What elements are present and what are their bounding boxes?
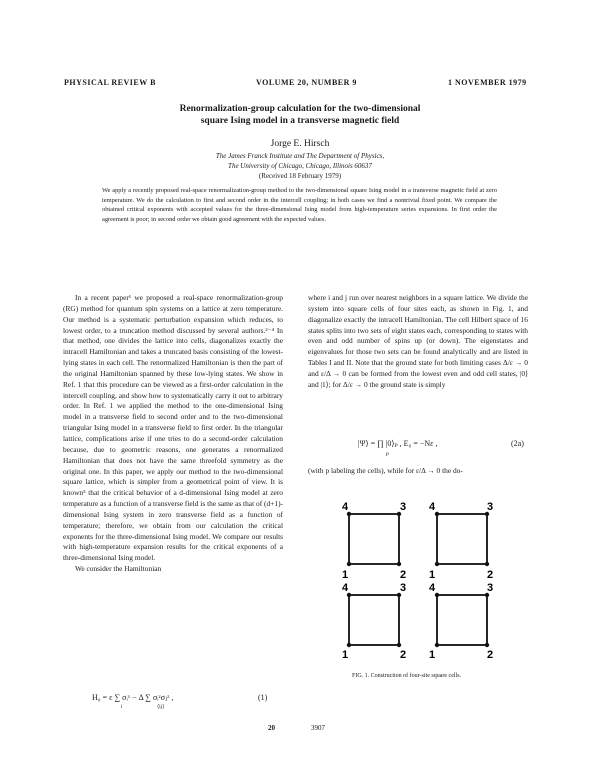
left-column [63,293,283,575]
site-label: 3 [487,501,494,513]
volume-number: VOLUME 20, NUMBER 9 [256,78,357,87]
site-label: 4 [342,582,349,594]
site-label: 4 [429,501,436,513]
left-paragraph-1: In a recent paper¹ we proposed a real-space renormalization-group (RG) method for quantum spin systems on a lattice at zero temperature. Our method is a systematic perturbation expansion which reduces, to lowest order, to a truncation method discussed by several authors.²⁻⁴ In that method, one divides the lattice into cells, diagonalizes exactly the intracell Hamiltonian and takes a truncated basis consisting of the lowest-lying states in each cell. The renormalized Hamiltonian is then the part of the original Hamiltonian spanned by these low-lying states. We show in Ref. 1 that this procedure can be viewed as a first-order calculation in the intercell coupling, and show how to systematically carry it out to arbitrary order. In Ref. 1 we applied the method to the one-dimensional Ising model in a transverse field to second order and to the two-dimensional triangular Ising model in a transverse field to first order. In the triangular lattice, complications arise if one tries to do a second-order calculation because, due to geometric reasons, one generates a renormalized Hamiltonian that does not have the same threefold symmetry as the original one. In this paper, we apply our method to the two-dimensional square lattice, which is simpler from a geometrical point of view. It is known⁵ that the critical behavior of a d-dimensional Ising model at zero temperature as a function of a transverse field is the same as that of (d+1)-dimensional Ising system in zero transverse field as a function of temperature; therefore, we obtain from our calculation the critical exponents for the three-dimensional Ising model. We compare our results with high-temperature expansion results for the critical exponents of a three-dimensional Ising model. [63,293,283,563]
site-label: 2 [400,569,407,581]
right-paragraph-1: where i and j run over nearest neighbors in a square lattice. We divide the system into square cells of four sites each, as shown in Fig. 1, and diagonalize exactly the intracell Hamiltonian. The cell Hilbert space of 16 states splits into two sets of eight states each, corresponding to states with even and odd number of spins up (or down). The eigenstates and eigenvalues for those two sets can be found analytically and are listed in Tables I and II. Note that the ground state for both limiting cases Δ/ε → 0 and ε/Δ → 0 can be formed from the lowest even and odd cell states, |0⟩ and |1⟩; for Δ/ε → 0 the ground state is simply [308,293,528,389]
abstract: We apply a recently proposed real-space renormalization-group method to the two-dimensional square Ising model in a transverse magnetic field at zero temperature. We do the calculation to first and second order in the intercell coupling; in both cases we find a nontrivial fixed point. We compare the obtained critical exponents with accepted values for the three-dimensional Ising model from high-temperature series expansions. In first order the agreement is poor; in second order we obtain good agreement with the expected values. [102,187,497,223]
cell-bottom-left [342,582,406,660]
equation-1-index-i: i [121,704,123,710]
site-label: 1 [342,649,349,660]
author-name: Jorge E. Hirsch [270,139,330,149]
figure-1-square-cells [330,498,520,660]
site-label: 4 [429,582,436,594]
site-label: 3 [400,582,407,594]
affiliation-line-1: The James Franck Institute and The Department of Physics, [215,152,385,160]
site-label: 2 [487,569,494,581]
right-column-tail: (with p labeling the cells), while for ε/Δ → 0 the do- [308,466,463,475]
paper-title-line-2: square Ising model in a transverse magnetic field [200,116,400,126]
site-label: 2 [400,649,407,660]
site-label: 2 [487,649,494,660]
equation-2-index-p: p [386,451,389,457]
site-label: 1 [429,569,436,581]
cell-top-right [429,501,493,581]
site-label: 1 [429,649,436,660]
affiliation-line-2: The University of Chicago, Chicago, Illinois 60637 [228,162,372,170]
page-number: 3907 [311,724,325,732]
issue-date: 1 NOVEMBER 1979 [448,78,527,87]
site-label: 3 [487,582,494,594]
site-label: 4 [342,501,349,513]
equation-1-index-ij: ⟨ij⟩ [157,704,165,710]
copyright-volume: 20 [268,724,275,732]
site-label: 3 [400,501,407,513]
paper-title-line-1: Renormalization-group calculation for the two-dimensional [179,104,421,114]
left-paragraph-2: We consider the Hamiltonian [75,564,162,574]
equation-2-label: (2a) [511,439,524,448]
right-column [308,293,528,391]
cell-bottom-right [429,582,493,660]
equation-1-label: (1) [258,693,268,702]
equation-2: |Ψ⟩ = ∏ |0⟩ₚ , E₀ = −Nε , [358,439,438,448]
figure-1-caption: FIG. 1. Construction of four-site square cells. [352,673,462,679]
site-label: 1 [342,569,349,581]
equation-1: H₀ = ε ∑ σᵢˣ − Δ ∑ σᵢᶻσⱼᶻ , [92,693,174,702]
received-date: (Received 18 February 1979) [258,172,342,180]
journal-name: PHYSICAL REVIEW B [64,78,156,87]
cell-top-left [342,501,406,581]
